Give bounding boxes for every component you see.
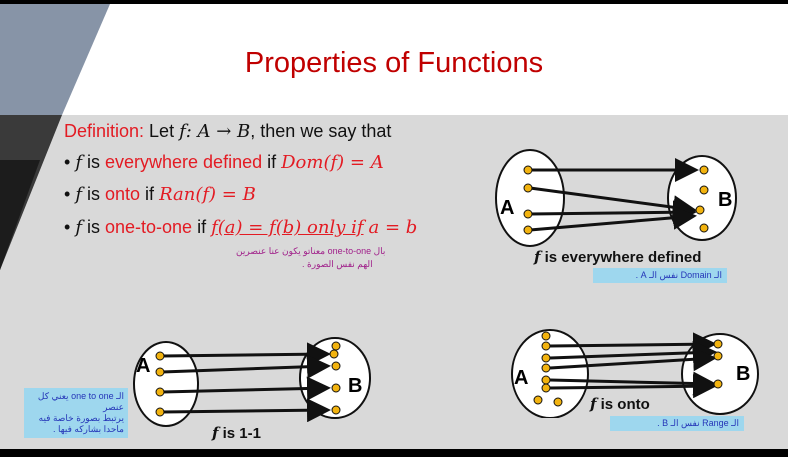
element-dot	[156, 388, 164, 396]
set-b-label: B	[736, 363, 751, 385]
slide-title: Properties of Functions	[244, 47, 544, 79]
element-dot	[542, 384, 550, 392]
arrow	[162, 410, 328, 412]
bullet-text: is	[81, 152, 105, 172]
bullet-term: one-to-one	[105, 217, 193, 237]
bullet-if: if	[192, 217, 212, 237]
element-dot	[524, 166, 532, 174]
element-dot	[700, 186, 708, 194]
set-a-label: A	[136, 355, 151, 377]
bullet-term: onto	[105, 184, 141, 204]
element-dot	[714, 340, 722, 348]
bullet-dot: •	[64, 152, 76, 172]
caption-text: is onto	[596, 396, 650, 413]
set-b-label: B	[348, 375, 363, 397]
element-dot	[534, 396, 542, 404]
caption-everywhere-defined	[534, 248, 701, 266]
element-dot	[700, 166, 708, 174]
handwritten-note-line1: بال one-to-one معناتو يكون عنا عنصرين	[236, 246, 386, 256]
decoration-black-shape	[0, 160, 40, 270]
set-b-label: B	[718, 189, 733, 211]
element-dot	[524, 210, 532, 218]
bullet-condition: a = b	[368, 217, 418, 238]
diagram-one-to-one	[130, 336, 376, 428]
bullet-one-to-one	[64, 217, 417, 238]
element-dot	[332, 362, 340, 370]
bullet-condition: Dom(f) = A	[281, 152, 384, 173]
caption-one-to-one	[212, 424, 261, 442]
arrow	[530, 212, 694, 214]
note-domain: الـ Domain نفس الـ A .	[593, 268, 727, 283]
caption-text: is everywhere defined	[540, 249, 702, 266]
diagram-everywhere-defined	[494, 146, 744, 250]
element-dot	[542, 332, 550, 340]
bullet-everywhere-defined	[64, 152, 384, 173]
element-dot	[714, 380, 722, 388]
caption-onto	[590, 395, 650, 413]
bullet-premise: f(a) = f(b) only if	[211, 217, 364, 238]
caption-text: is 1-1	[218, 425, 261, 442]
element-dot	[700, 224, 708, 232]
caption-f: f	[590, 395, 597, 413]
bullet-if: if	[262, 152, 282, 172]
bullet-f: f	[75, 184, 82, 205]
bullet-condition: Ran(f) = B	[159, 184, 256, 205]
element-dot	[332, 384, 340, 392]
note-range: الـ Range نفس الـ B .	[610, 416, 744, 431]
bullet-text: is	[81, 217, 105, 237]
element-dot	[330, 350, 338, 358]
caption-f: f	[534, 248, 541, 266]
definition-math: f: A → B	[179, 121, 251, 142]
caption-f: f	[212, 424, 219, 442]
note-line: يرتبط بصورة خاصة فيه	[38, 413, 124, 423]
element-dot	[696, 206, 704, 214]
element-dot	[554, 398, 562, 406]
bullet-f: f	[75, 152, 82, 173]
bullet-if: if	[140, 184, 160, 204]
arrow	[550, 386, 714, 388]
element-dot	[332, 342, 340, 350]
arrow	[162, 354, 328, 356]
element-dot	[542, 342, 550, 350]
element-dot	[524, 226, 532, 234]
element-dot	[542, 354, 550, 362]
note-line: ماحدا بشاركه فيها .	[53, 424, 124, 434]
element-dot	[542, 376, 550, 384]
bullet-dot: •	[64, 217, 76, 237]
element-dot	[524, 184, 532, 192]
note-one-to-one	[24, 388, 128, 438]
bullet-onto	[64, 184, 256, 205]
bullet-term: everywhere defined	[105, 152, 263, 172]
bullet-text: is	[81, 184, 105, 204]
set-a-label: A	[500, 197, 515, 219]
element-dot	[156, 368, 164, 376]
definition-label: Definition:	[64, 121, 145, 141]
element-dot	[156, 352, 164, 360]
element-dot	[332, 406, 340, 414]
element-dot	[542, 364, 550, 372]
element-dot	[156, 408, 164, 416]
element-dot	[714, 352, 722, 360]
definition-line	[64, 121, 391, 142]
note-line: الـ one to one يعني كل عنصر	[37, 391, 124, 412]
bullet-dot: •	[64, 184, 76, 204]
definition-text: Let	[144, 121, 180, 141]
arrow	[550, 344, 714, 346]
handwritten-note-line2: الهم نفس الصورة .	[302, 259, 373, 269]
definition-rest: , then we say that	[250, 121, 392, 141]
set-a-label: A	[514, 367, 529, 389]
bullet-f: f	[75, 217, 82, 238]
bottom-edge	[0, 449, 788, 457]
